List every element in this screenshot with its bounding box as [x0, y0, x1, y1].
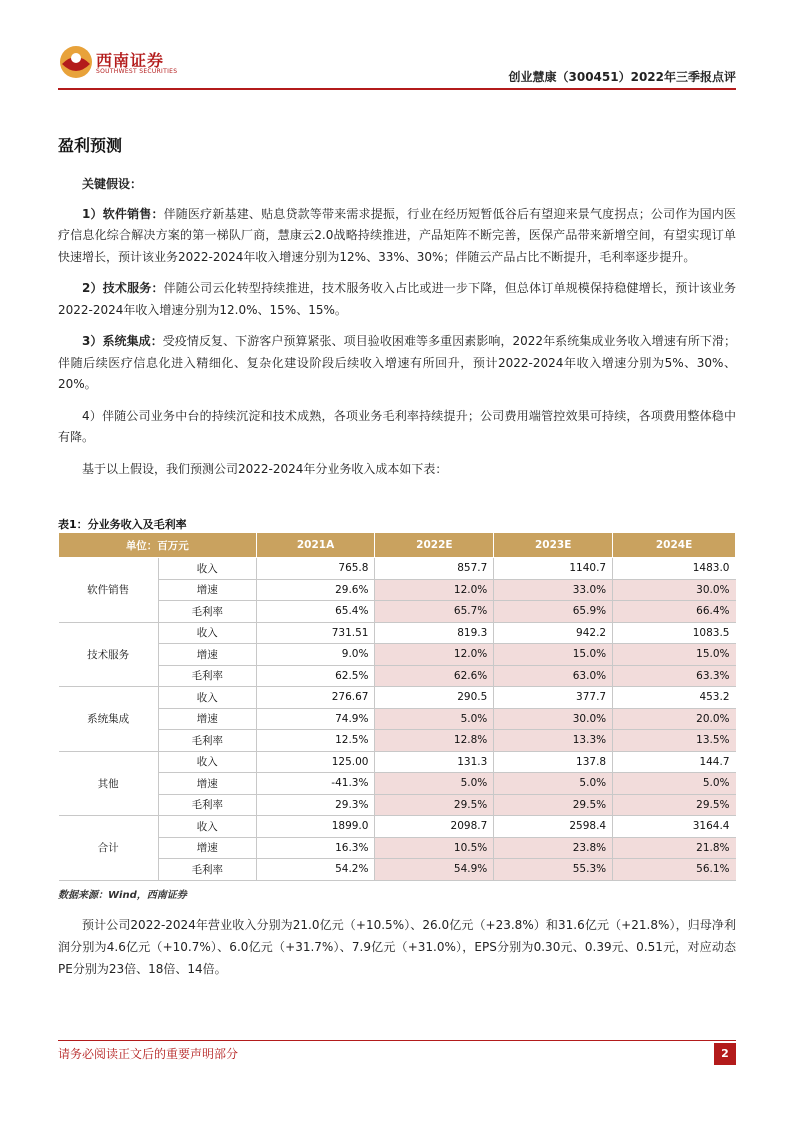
- table-value-cell: -41.3%: [256, 773, 375, 795]
- table-value-cell: 5.0%: [375, 773, 494, 795]
- table-category-cell: 系统集成: [59, 687, 159, 752]
- table-value-cell: 15.0%: [613, 644, 736, 666]
- table-metric-cell: 增速: [158, 773, 256, 795]
- table-row: [59, 837, 736, 859]
- table-value-cell: 13.5%: [613, 730, 736, 752]
- table-metric-cell: 增速: [158, 837, 256, 859]
- table-value-cell: 125.00: [256, 751, 375, 773]
- table-value-cell: 54.2%: [256, 859, 375, 881]
- table-row: [59, 859, 736, 881]
- table-value-cell: 453.2: [613, 687, 736, 709]
- table-value-cell: 765.8: [256, 558, 375, 580]
- table-value-cell: 15.0%: [494, 644, 613, 666]
- table-row: [59, 794, 736, 816]
- table-value-cell: 16.3%: [256, 837, 375, 859]
- table-value-cell: 12.0%: [375, 644, 494, 666]
- table-value-cell: 30.0%: [494, 708, 613, 730]
- table-value-cell: 5.0%: [613, 773, 736, 795]
- table-value-cell: 290.5: [375, 687, 494, 709]
- table-row: [59, 601, 736, 623]
- table-value-cell: 9.0%: [256, 644, 375, 666]
- table-header-2022e: 2022E: [375, 533, 494, 558]
- table-row: [59, 644, 736, 666]
- table-row: [59, 687, 736, 709]
- table-value-cell: 731.51: [256, 622, 375, 644]
- table-value-cell: 2598.4: [494, 816, 613, 838]
- table-value-cell: 137.8: [494, 751, 613, 773]
- section-title: 盈利预测: [58, 136, 123, 155]
- table-value-cell: 65.9%: [494, 601, 613, 623]
- assumption-paragraph-3: [58, 331, 736, 396]
- table-value-cell: 3164.4: [613, 816, 736, 838]
- table-metric-cell: 毛利率: [158, 730, 256, 752]
- table-metric-cell: 毛利率: [158, 859, 256, 881]
- forecast-paragraph: 预计公司2022-2024年营业收入分别为21.0亿元（+10.5%）、26.0亿元（+23.8%）和31.6亿元（+21.8%），归母净利润分别为4.6亿元（+10.7%）、6.0亿元（+31.7%）、7.9亿元（+31.0%），EPS分别为0.30元、0.39元、0.51元，对应动态PE分别为23倍、18倍、14倍。: [58, 918, 736, 976]
- assumption-text: 受疫情反复、下游客户预算紧张、项目验收困难等多重因素影响，2022年系统集成业务收入增速有所下滑；伴随后续医疗信息化进入精细化、复杂化建设阶段后续收入增速有所回升，预计2022-2024年收入增速分别为5%、30%、20%。: [58, 334, 737, 391]
- table-row: [59, 730, 736, 752]
- table-value-cell: 131.3: [375, 751, 494, 773]
- page-number: 2: [714, 1043, 736, 1065]
- assumption-paragraph-2: [58, 278, 736, 321]
- table-value-cell: 29.3%: [256, 794, 375, 816]
- table-value-cell: 12.8%: [375, 730, 494, 752]
- table-value-cell: 276.67: [256, 687, 375, 709]
- table-value-cell: 13.3%: [494, 730, 613, 752]
- table-row: [59, 708, 736, 730]
- table-value-cell: 144.7: [613, 751, 736, 773]
- table-caption: 表1：分业务收入及毛利率: [58, 518, 187, 531]
- table-value-cell: 62.6%: [375, 665, 494, 687]
- table-metric-cell: 毛利率: [158, 601, 256, 623]
- table-value-cell: 857.7: [375, 558, 494, 580]
- table-value-cell: 74.9%: [256, 708, 375, 730]
- table-value-cell: 20.0%: [613, 708, 736, 730]
- table-value-cell: 1083.5: [613, 622, 736, 644]
- table-header-2024e: 2024E: [613, 533, 736, 558]
- table-value-cell: 29.5%: [613, 794, 736, 816]
- logo-emblem-icon: [58, 44, 94, 80]
- table-metric-cell: 收入: [158, 558, 256, 580]
- table-row: [59, 773, 736, 795]
- table-value-cell: 63.0%: [494, 665, 613, 687]
- table-value-cell: 56.1%: [613, 859, 736, 881]
- key-assumptions-heading: 关键假设：: [82, 177, 143, 191]
- table-row: [59, 558, 736, 580]
- table-value-cell: 1483.0: [613, 558, 736, 580]
- table-metric-cell: 收入: [158, 687, 256, 709]
- table-value-cell: 55.3%: [494, 859, 613, 881]
- table-value-cell: 1899.0: [256, 816, 375, 838]
- table-header-unit: 单位：百万元: [59, 533, 257, 558]
- table-value-cell: 29.5%: [375, 794, 494, 816]
- table-metric-cell: 增速: [158, 708, 256, 730]
- table-value-cell: 30.0%: [613, 579, 736, 601]
- table-value-cell: 29.5%: [494, 794, 613, 816]
- table-source: 数据来源：Wind，西南证券: [58, 890, 187, 901]
- table-metric-cell: 收入: [158, 622, 256, 644]
- table-value-cell: 5.0%: [375, 708, 494, 730]
- table-header-row: [59, 533, 736, 558]
- table-metric-cell: 毛利率: [158, 665, 256, 687]
- table-value-cell: 942.2: [494, 622, 613, 644]
- table-value-cell: 65.7%: [375, 601, 494, 623]
- table-intro-paragraph: 基于以上假设，我们预测公司2022-2024年分业务收入成本如下表：: [82, 461, 448, 476]
- table-value-cell: 2098.7: [375, 816, 494, 838]
- header-divider: [58, 88, 736, 90]
- table-category-cell: 合计: [59, 816, 159, 881]
- table-value-cell: 66.4%: [613, 601, 736, 623]
- table-value-cell: 63.3%: [613, 665, 736, 687]
- table-value-cell: 33.0%: [494, 579, 613, 601]
- footer-disclaimer: 请务必阅读正文后的重要声明部分: [58, 1047, 239, 1061]
- table-category-cell: 技术服务: [59, 622, 159, 687]
- table-row: [59, 579, 736, 601]
- table-value-cell: 12.0%: [375, 579, 494, 601]
- table-value-cell: 21.8%: [613, 837, 736, 859]
- table-value-cell: 12.5%: [256, 730, 375, 752]
- table-header-2021a: 2021A: [256, 533, 375, 558]
- assumption-paragraph-1: [58, 204, 736, 269]
- table-row: [59, 665, 736, 687]
- table-row: [59, 622, 736, 644]
- table-value-cell: 5.0%: [494, 773, 613, 795]
- table-value-cell: 819.3: [375, 622, 494, 644]
- table-value-cell: 1140.7: [494, 558, 613, 580]
- logo-text: 西南证券: [96, 51, 165, 70]
- report-title: 创业慧康（300451）2022年三季报点评: [508, 70, 736, 84]
- assumption-label: 1）软件销售：: [82, 206, 164, 221]
- table-metric-cell: 毛利率: [158, 794, 256, 816]
- assumption-label: 3）系统集成：: [82, 334, 163, 348]
- table-category-cell: 软件销售: [59, 558, 159, 623]
- table-row: [59, 751, 736, 773]
- table-value-cell: 29.6%: [256, 579, 375, 601]
- revenue-table: [58, 532, 736, 881]
- logo-subtext: SOUTHWEST SECURITIES: [96, 68, 178, 75]
- assumption-label: 2）技术服务：: [82, 281, 164, 295]
- footer-divider: [58, 1040, 736, 1041]
- table-row: [59, 816, 736, 838]
- forecast-body: [58, 914, 736, 980]
- table-value-cell: 54.9%: [375, 859, 494, 881]
- assumptions-body: [58, 174, 736, 490]
- table-value-cell: 62.5%: [256, 665, 375, 687]
- assumption-text: 伴随医疗新基建、贴息贷款等带来需求提振，行业在经历短暂低谷后有望迎来景气度拐点；公司作为国内医疗信息化综合解决方案的第一梯队厂商，慧康云2.0战略持续推进，产品矩阵不断完善，医保产品带来新增空间，有望实现订单快速增长，预计该业务2022-2024年收入增速分别为12%、33%、30%；伴随云产品占比不断提升，毛利率逐步提升。: [58, 206, 736, 264]
- table-metric-cell: 增速: [158, 579, 256, 601]
- table-category-cell: 其他: [59, 751, 159, 816]
- table-metric-cell: 增速: [158, 644, 256, 666]
- table-metric-cell: 收入: [158, 751, 256, 773]
- table-value-cell: 10.5%: [375, 837, 494, 859]
- table-header-2023e: 2023E: [494, 533, 613, 558]
- table-value-cell: 65.4%: [256, 601, 375, 623]
- table-value-cell: 377.7: [494, 687, 613, 709]
- assumption-paragraph-4: 4）伴随公司业务中台的持续沉淀和技术成熟，各项业务毛利率持续提升；公司费用端管控效果可持续，各项费用整体稳中有降。: [58, 408, 736, 444]
- table-value-cell: 23.8%: [494, 837, 613, 859]
- table-metric-cell: 收入: [158, 816, 256, 838]
- assumption-text: 伴随公司云化转型持续推进，技术服务收入占比或进一步下降，但总体订单规模保持稳健增长，预计该业务2022-2024年收入增速分别为12.0%、15%、15%。: [58, 281, 736, 317]
